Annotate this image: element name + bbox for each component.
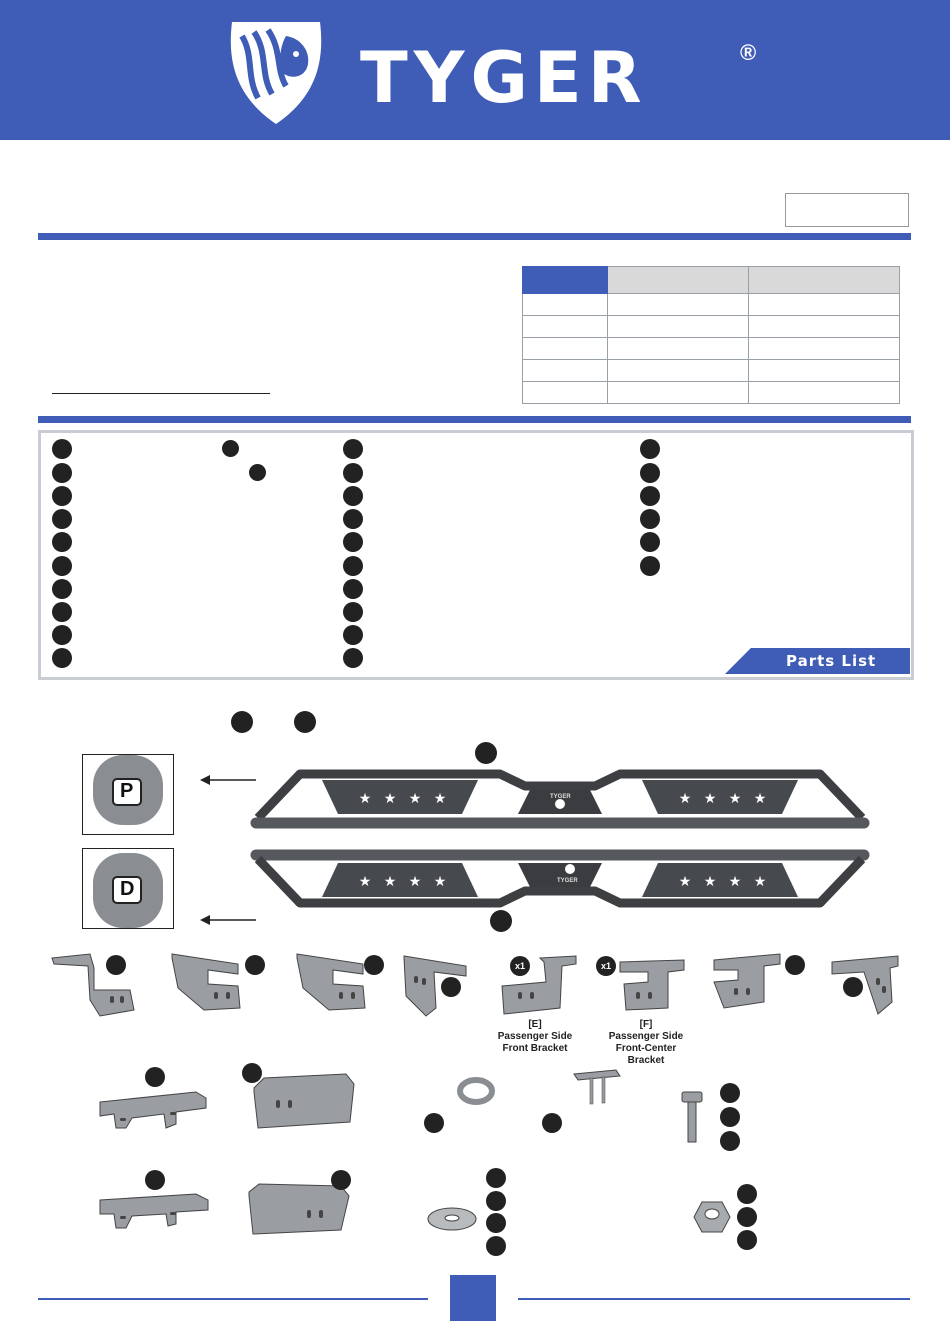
footer-line-right	[518, 1298, 910, 1300]
svg-text:★: ★	[358, 791, 372, 807]
callout-marker	[52, 579, 72, 599]
callout-marker	[640, 463, 660, 483]
svg-text:★: ★	[383, 791, 397, 807]
table-row	[523, 382, 900, 404]
tiger-shield-logo-icon	[224, 16, 328, 128]
callout-marker	[343, 486, 363, 506]
callout-marker	[343, 463, 363, 483]
callout-marker	[222, 440, 239, 457]
nylock-nut-icon	[692, 1198, 732, 1236]
bracket-e-icon	[500, 952, 580, 1018]
svg-text:★: ★	[408, 791, 422, 807]
callout-marker	[640, 509, 660, 529]
svg-text:★: ★	[678, 791, 692, 807]
callout-marker	[486, 1191, 506, 1211]
bracket-f-caption	[596, 1019, 696, 1067]
callout-marker	[343, 509, 363, 529]
callout-marker	[245, 955, 265, 975]
svg-text:★: ★	[678, 874, 692, 890]
page-number-box	[450, 1275, 496, 1321]
table-row	[523, 294, 900, 316]
callout-marker	[785, 955, 805, 975]
section-divider-middle	[38, 416, 911, 423]
callout-marker	[424, 1113, 444, 1133]
bracket-f-line1: Passenger Side	[608, 1031, 684, 1042]
callout-marker	[640, 486, 660, 506]
bracket-a-icon	[50, 950, 140, 1020]
bracket-b-icon	[168, 948, 248, 1018]
callout-marker	[52, 602, 72, 622]
bracket-e-caption	[490, 1019, 580, 1055]
driver-side-inset	[82, 848, 174, 929]
bracket-e-line2: Front Bracket	[502, 1043, 568, 1054]
spec-table	[522, 266, 900, 404]
callout-marker	[720, 1083, 740, 1103]
parts-list-panel	[38, 430, 914, 680]
bracket-f-line2: Front-Center Bracket	[615, 1043, 677, 1066]
svg-text:★: ★	[433, 791, 447, 807]
svg-text:★: ★	[728, 791, 742, 807]
callout-marker	[331, 1170, 351, 1190]
svg-text:★: ★	[433, 874, 447, 890]
running-board-rail-passenger	[250, 768, 870, 838]
callout-marker	[542, 1113, 562, 1133]
svg-text:★: ★	[383, 874, 397, 890]
rail-emblem-text: TYGER	[550, 794, 571, 800]
table-header-row	[523, 267, 900, 294]
callout-marker	[486, 1213, 506, 1233]
svg-text:★: ★	[753, 791, 767, 807]
callout-marker	[52, 625, 72, 645]
callout-marker	[475, 742, 497, 764]
driver-letter: D	[120, 878, 135, 900]
bracket-g-icon	[710, 946, 786, 1018]
passenger-side-inset	[82, 754, 174, 835]
signature-underline	[52, 393, 270, 394]
table-header-cell	[608, 267, 749, 294]
bracket-c-icon	[293, 948, 373, 1018]
callout-marker	[343, 556, 363, 576]
bracket-e-line1: Passenger Side	[497, 1031, 573, 1042]
callout-marker	[720, 1107, 740, 1127]
callout-marker	[343, 602, 363, 622]
callout-marker	[490, 910, 512, 932]
arrow-left-icon	[200, 912, 260, 928]
svg-text:★: ★	[703, 874, 717, 890]
callout-marker	[720, 1131, 740, 1151]
callout-marker	[343, 532, 363, 552]
rail-emblem-text: TYGER	[557, 878, 578, 884]
bracket-e-code: [E]	[528, 1019, 542, 1030]
callout-marker	[343, 579, 363, 599]
callout-marker	[343, 625, 363, 645]
mounting-plate-3-icon	[96, 1186, 216, 1232]
callout-marker	[843, 977, 863, 997]
callout-marker	[343, 648, 363, 668]
parts-list-title: Parts List	[786, 652, 877, 670]
callout-marker	[441, 977, 461, 997]
passenger-letter: P	[120, 780, 134, 802]
callout-marker	[52, 439, 72, 459]
bracket-f-code: [F]	[639, 1019, 653, 1030]
brand-wordmark: TYGER	[360, 37, 648, 119]
callout-marker	[294, 711, 316, 733]
registered-mark: ®	[740, 40, 757, 65]
callout-marker	[343, 439, 363, 459]
callout-marker	[486, 1236, 506, 1256]
callout-marker	[364, 955, 384, 975]
callout-marker	[242, 1063, 262, 1083]
table-row	[523, 360, 900, 382]
callout-marker	[52, 532, 72, 552]
svg-text:★: ★	[358, 874, 372, 890]
table-header-cell	[523, 267, 608, 294]
table-header-cell	[749, 267, 900, 294]
quantity-badge: x1	[596, 956, 616, 976]
bracket-h-icon	[828, 946, 904, 1018]
callout-marker	[52, 648, 72, 668]
callout-marker	[486, 1168, 506, 1188]
mounting-plate-1-icon	[96, 1084, 216, 1132]
callout-marker	[249, 464, 266, 481]
callout-marker	[640, 556, 660, 576]
callout-marker	[106, 955, 126, 975]
quantity-badge: x1	[510, 956, 530, 976]
callout-marker	[52, 463, 72, 483]
lock-washer-icon	[456, 1076, 496, 1106]
part-number-box	[785, 193, 909, 227]
bracket-d-icon	[400, 948, 475, 1020]
svg-text:★: ★	[703, 791, 717, 807]
callout-marker	[52, 556, 72, 576]
callout-marker	[52, 509, 72, 529]
callout-marker	[737, 1207, 757, 1227]
table-row	[523, 338, 900, 360]
table-row	[523, 316, 900, 338]
callout-marker	[231, 711, 253, 733]
svg-text:★: ★	[753, 874, 767, 890]
callout-marker	[737, 1184, 757, 1204]
carriage-bolt-plate-icon	[572, 1066, 622, 1106]
callout-marker	[145, 1067, 165, 1087]
callout-marker	[640, 532, 660, 552]
svg-text:★: ★	[728, 874, 742, 890]
flat-washer-icon	[425, 1204, 479, 1234]
callout-marker	[145, 1170, 165, 1190]
footer-line-left	[38, 1298, 428, 1300]
bracket-f-icon	[618, 948, 692, 1018]
section-divider-top	[38, 233, 911, 240]
callout-marker	[640, 439, 660, 459]
hex-bolt-icon	[680, 1090, 704, 1144]
mounting-plate-2-icon	[250, 1070, 358, 1132]
callout-marker	[737, 1230, 757, 1250]
callout-marker	[52, 486, 72, 506]
svg-text:★: ★	[408, 874, 422, 890]
